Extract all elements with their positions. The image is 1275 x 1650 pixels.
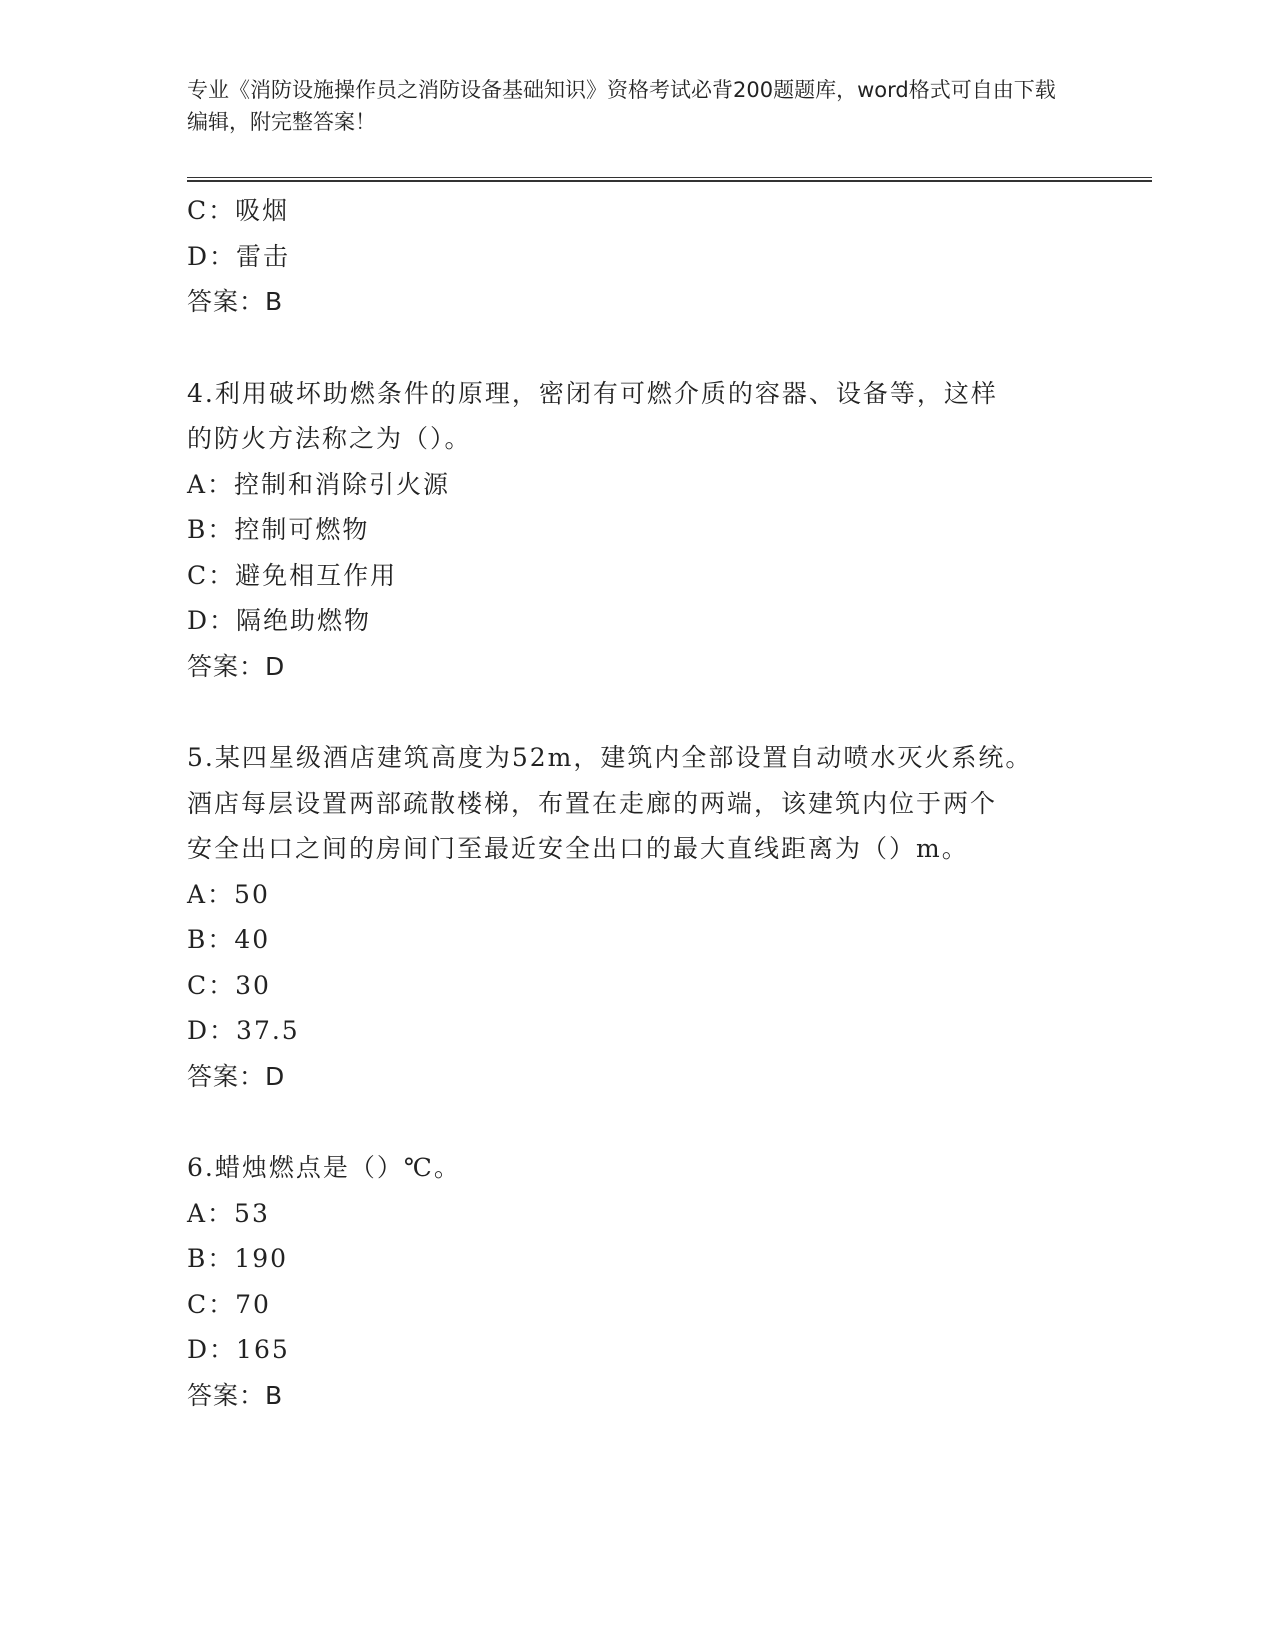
document-body <box>187 188 1087 1418</box>
question-4 <box>187 371 1087 690</box>
option-c: C：30 <box>187 970 271 1000</box>
option-c: C：避免相互作用 <box>187 560 398 590</box>
question-3-tail <box>187 188 1087 325</box>
question-5 <box>187 735 1087 1099</box>
question-text: 酒店每层设置两部疏散楼梯，布置在走廊的两端，该建筑内位于两个 <box>187 788 998 818</box>
spacer <box>187 689 1087 735</box>
question-text: 4.利用破坏助燃条件的原理，密闭有可燃介质的容器、设备等，这样 <box>187 378 998 408</box>
spacer <box>187 1099 1087 1145</box>
option-d: D：37.5 <box>187 1016 300 1045</box>
option-a: A：50 <box>187 879 270 909</box>
answer: 答案：D <box>187 1061 286 1091</box>
option-a: A：控制和消除引火源 <box>187 469 451 499</box>
option-b: B：40 <box>187 925 271 954</box>
option-b: B：控制可燃物 <box>187 515 370 544</box>
answer: 答案：B <box>187 287 284 316</box>
header-divider <box>187 177 1152 182</box>
spacer <box>187 325 1087 371</box>
answer: 答案：D <box>187 651 286 681</box>
option-c: C：70 <box>187 1289 271 1319</box>
question-text: 安全出口之间的房间门至最近安全出口的最大直线距离为（）m。 <box>187 834 969 863</box>
question-text: 6.蜡烛燃点是（）℃。 <box>187 1153 461 1182</box>
option-c: C：吸烟 <box>187 196 290 225</box>
option-d: D：雷击 <box>187 241 291 271</box>
document-header: 专业《消防设施操作员之消防设备基础知识》资格考试必背200题题库，word格式可自由下载编辑，附完整答案！ <box>187 78 1056 134</box>
option-d: D：隔绝助燃物 <box>187 606 372 635</box>
question-text: 5.某四星级酒店建筑高度为52m，建筑内全部设置自动喷水灭火系统。 <box>187 743 1033 772</box>
option-b: B：190 <box>187 1244 289 1273</box>
question-text: 的防火方法称之为（）。 <box>187 424 472 453</box>
question-6 <box>187 1145 1087 1418</box>
option-a: A：53 <box>187 1198 270 1228</box>
answer: 答案：B <box>187 1380 284 1410</box>
option-d: D：165 <box>187 1335 290 1364</box>
